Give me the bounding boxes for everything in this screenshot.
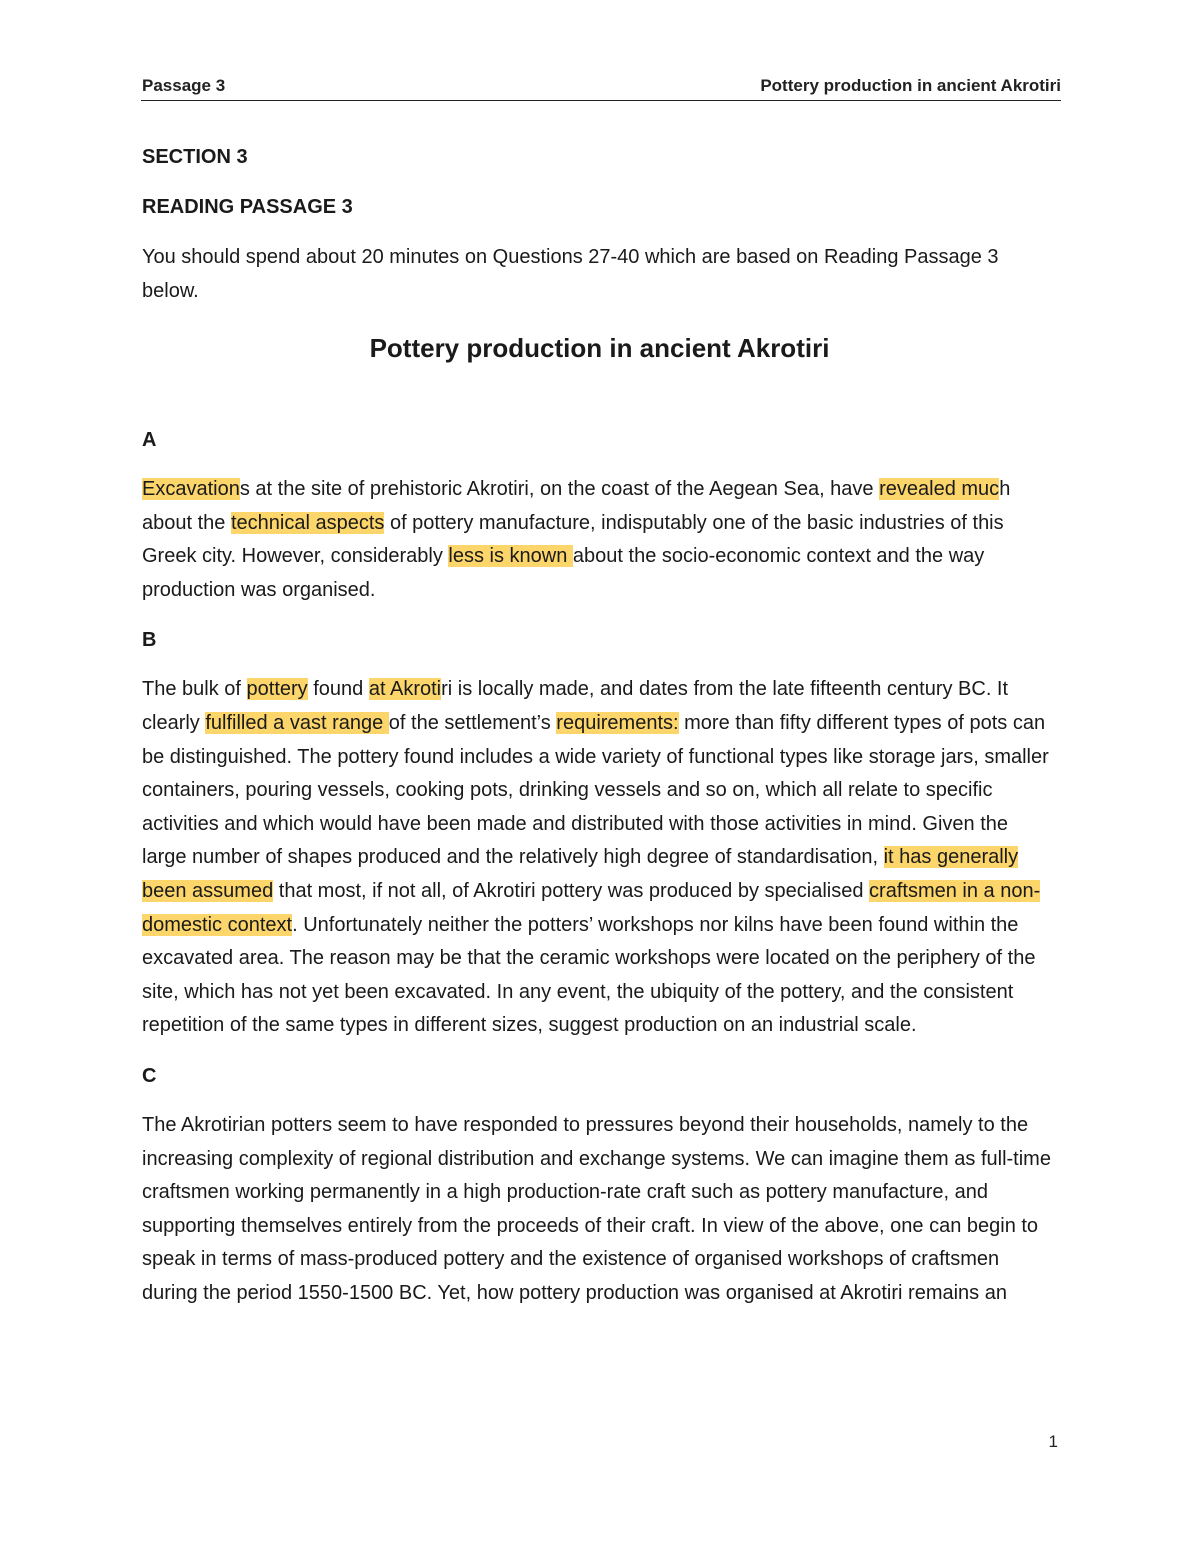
- paragraph-a-segment: of pottery manufacture, indisputably one of the basic industries of this Greek city. However, considerably: [142, 511, 1004, 568]
- paragraph-c: The Akrotirian potters seem to have responded to pressures beyond their households, namely to the increasing complexity of regional distribution and exchange systems. We can imagine them as full-time craftsmen working permanently in a high production-rate craft such as pottery manufacture, and supporting themselves entirely from the proceeds of their craft. In view of the above, one can begin to speak in terms of mass-produced pottery and the existence of organised workshops of craftsmen during the period 1550-1500 BC. Yet, how pottery production was organised at Akrotiri remains an: [142, 1113, 1051, 1304]
- header-left-text: Passage 3: [142, 76, 226, 95]
- paragraph-a-segment: technical aspects: [230, 511, 385, 534]
- page-number: 1: [1048, 1432, 1058, 1451]
- paragraph-a-segment: h about the: [142, 478, 1011, 534]
- page-header: [141, 74, 1061, 101]
- paragraph-b-segment: found: [307, 678, 369, 701]
- paragraph-b-segment: ri is locally made, and dates from the late fifteenth century BC. It clearly: [142, 678, 1009, 734]
- section-heading: SECTION 3: [142, 146, 248, 168]
- page-content: [142, 140, 1057, 1310]
- paragraph-b-segment: it has generally been assumed: [142, 846, 1019, 902]
- paragraph-b-segment: that most, if not all, of Akrotiri pottery was produced by specialised: [273, 879, 870, 902]
- paragraph-a-segment: about the socio-economic context and the way production was organised.: [142, 545, 985, 601]
- paragraph-b-segment: at Akroti: [368, 678, 442, 701]
- paragraph-b-segment: . Unfortunately neither the potters’ workshops nor kilns have been found within the excavated area. The reason may be that the ceramic workshops were located on the periphery of the site, which has not yet been excavated. In any event, the ubiquity of the pottery, and the consistent repetition of the same types in different sizes, suggest production on an industrial scale.: [142, 913, 1036, 1037]
- paragraph-letter-b: B: [142, 629, 157, 652]
- paragraph-b-segment: requirements:: [556, 711, 679, 734]
- paragraph-b-segment: of the settlement’s: [388, 711, 557, 734]
- paragraph-b-segment: The bulk of: [142, 678, 247, 701]
- paragraph-b-segment: more than fifty different types of pots can be distinguished. The pottery found includes a wide variety of functional types like storage jars, smaller containers, pouring vessels, cooking pots, drinking vessels and so on, which all relate to specific activities and which would have been made and distributed with those activities in mind. Given the large number of shapes produced and the relatively high degree of standardisation,: [142, 711, 1049, 869]
- paragraph-a-segment: less is known: [448, 545, 573, 568]
- paragraph-b-segment: fulfilled a vast range: [205, 711, 389, 734]
- header-right-text: Pottery production in ancient Akrotiri: [760, 76, 1061, 95]
- paragraph-a-segment: s at the site of prehistoric Akrotiri, on the coast of the Aegean Sea, have: [239, 478, 880, 500]
- paragraph-a-segment: revealed muc: [879, 478, 1000, 500]
- paragraph-a-segment: Excavation: [142, 478, 240, 500]
- paragraph-b-segment: pottery: [246, 678, 308, 701]
- paragraph-letter-c: C: [142, 1064, 157, 1087]
- paragraph-b: [142, 673, 1057, 1043]
- reading-passage-heading: READING PASSAGE 3: [142, 196, 353, 218]
- paragraph-b-segment: craftsmen in a non-domestic context: [142, 879, 1041, 936]
- paragraph-letter-a: A: [142, 429, 157, 451]
- instructions-text: You should spend about 20 minutes on Questions 27-40 which are based on Reading Passage 3 below.: [142, 246, 999, 302]
- paragraph-a: [142, 473, 1057, 607]
- passage-title: Pottery production in ancient Akrotiri: [369, 333, 830, 363]
